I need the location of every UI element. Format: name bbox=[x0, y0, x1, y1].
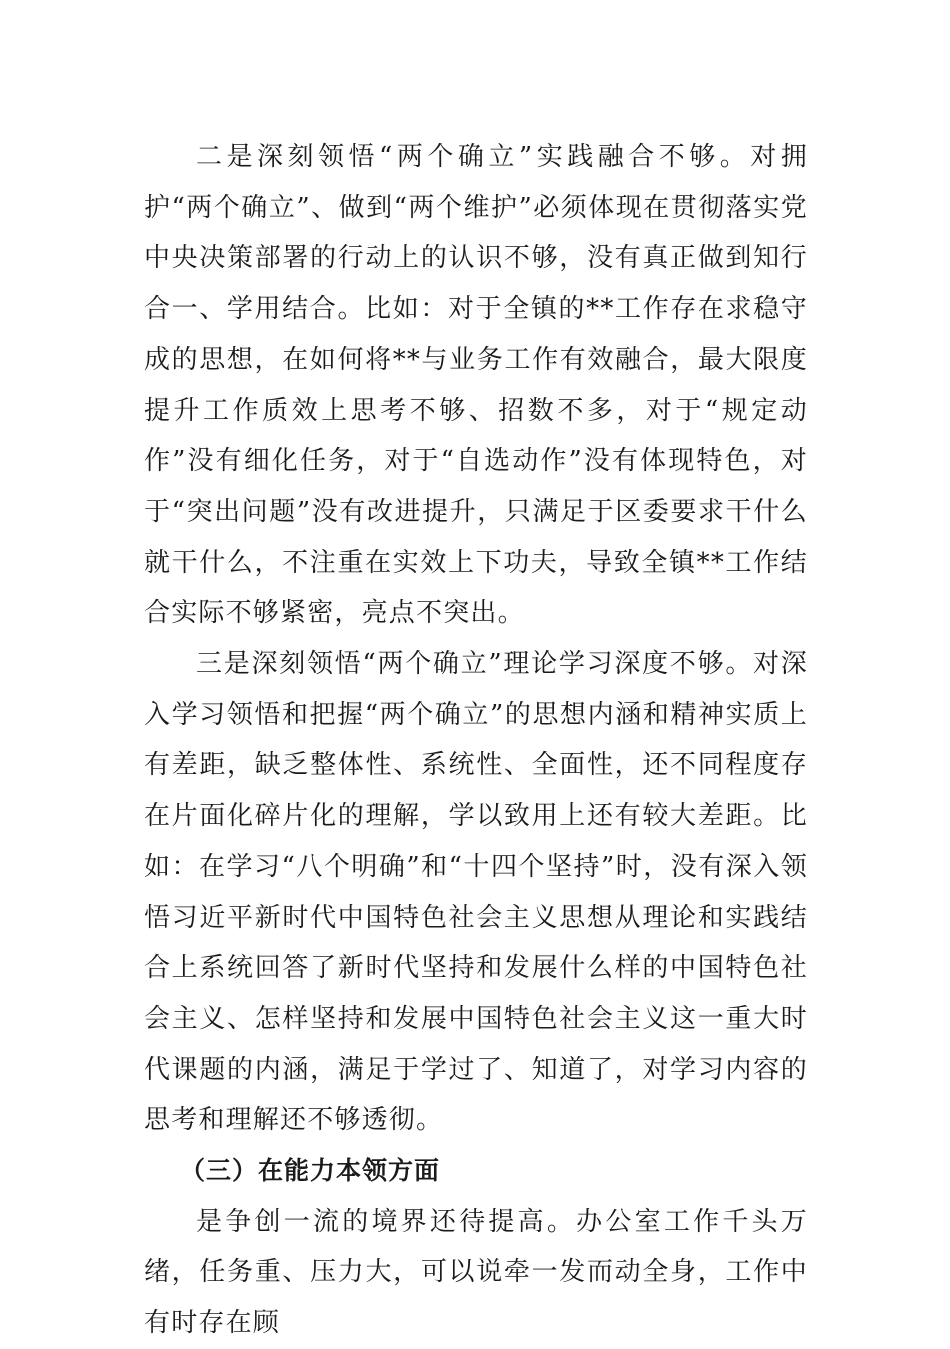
paragraph-theory-study: 三是深刻领悟“两个确立”理论学习深度不够。对深入学习领悟和把握“两个确立”的思想内涵和精神实质上有差距，缺乏整体性、系统性、全面性，还不同程度存在片面化碎片化的理解，学以致用上还有较大差距。比如：在学习“八个明确”和“十四个坚持”时，没有深入领悟习近平新时代中国特色社会主义思想从理论和实践结合上系统回答了新时代坚持和发展什么样的中国特色社会主义、怎样坚持和发展中国特色社会主义这一重大时代课题的内涵，满足于学过了、知道了，对学习内容的思考和理解还不够透彻。 bbox=[144, 649, 808, 1136]
paragraph-practice-integration: 二是深刻领悟“两个确立”实践融合不够。对拥护“两个确立”、做到“两个维护”必须体现在贯彻落实党中央决策部署的行动上的认识不够，没有真正做到知行合一、学用结合。比如：对于全镇的**工作存在求稳守成的思想，在如何将**与业务工作有效融合，最大限度提升工作质效上思考不够、招数不多，对于“规定动作”没有细化任务，对于“自选动作”没有体现特色，对于“突出问题”没有改进提升，只满足于区委要求干什么就干什么，不注重在实效上下功夫，导致全镇**工作结合实际不够紧密，亮点不突出。 bbox=[144, 142, 808, 629]
document-body bbox=[144, 132, 808, 1349]
section-heading: （三）在能力本领方面 bbox=[180, 1156, 441, 1186]
paragraph-ability: 是争创一流的境界还待提高。办公室工作千头万绪，任务重、压力大，可以说牵一发而动全身，工作中有时存在顾 bbox=[144, 1206, 808, 1339]
